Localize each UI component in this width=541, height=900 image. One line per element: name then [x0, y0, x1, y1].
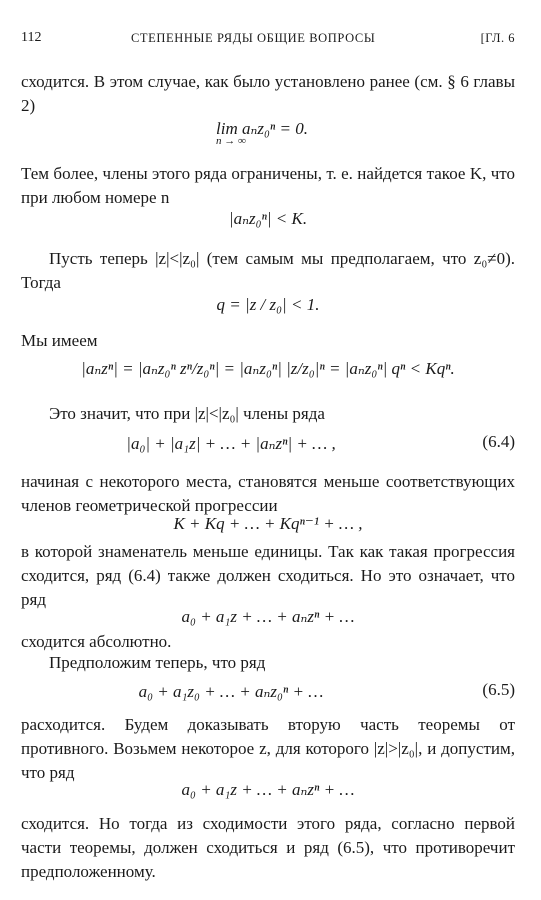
equation-number-6-4: (6.4) [482, 432, 515, 451]
equation-series-z-again: a₀ + a₁z + … + aₙzⁿ + … [181, 780, 355, 799]
page-header [21, 30, 515, 50]
equation-limit-subscript: n → ∞ [216, 135, 246, 147]
page-number: 112 [21, 30, 42, 45]
paragraph-1: сходится. В этом случае, как было установлено ранее (см. § 6 главы 2) [21, 72, 515, 115]
equation-abs-series: |a₀| + |a₁z| + … + |aₙzⁿ| + … , [126, 434, 336, 453]
equation-bound: |aₙz₀ⁿ| < K. [228, 209, 308, 228]
equation-limit [216, 119, 308, 147]
equation-chain: |aₙzⁿ| = |aₙz₀ⁿ zⁿ/z₀ⁿ| = |aₙz₀ⁿ| |z/z₀|ⁿ = |aₙz₀ⁿ| qⁿ < Kqⁿ. [81, 359, 455, 378]
chapter-marker: [ГЛ. 6 [480, 31, 515, 45]
equation-limit-main: lim aₙz₀ⁿ = 0. [216, 119, 308, 138]
equation-series-z: a₀ + a₁z + … + aₙzⁿ + … [181, 607, 355, 626]
paragraph-3: Пусть теперь |z|<|z₀| (тем самым мы предполагаем, что z₀≠0). Тогда [21, 249, 515, 292]
paragraph-4: Мы имеем [21, 331, 98, 350]
paragraph-11: сходится. Но тогда из сходимости этого ряда, согласно первой части теоремы, должен сходиться и ряд (6.5), что противоречит предположенному. [21, 814, 515, 881]
paragraph-7: в которой знаменатель меньше единицы. Так как такая прогрессия сходится, ряд (6.4) также должен сходиться. Но это означает, что ряд [21, 542, 515, 609]
paragraph-2: Тем более, члены этого ряда ограничены, т. е. найдется такое K, что при любом номере n [21, 164, 515, 207]
equation-ratio: q = |z / z₀| < 1. [216, 295, 320, 314]
paragraph-8: сходится абсолютно. [21, 632, 172, 651]
equation-number-6-5: (6.5) [482, 680, 515, 699]
paragraph-10: расходится. Будем доказывать вторую часть теоремы от противного. Возьмем некоторое z, для которого |z|>|z₀|, и допустим, что ряд [21, 715, 515, 782]
equation-series-z0: a₀ + a₁z₀ + … + aₙz₀ⁿ + … [138, 682, 324, 701]
paragraph-9: Предположим теперь, что ряд [49, 653, 266, 672]
paragraph-5: Это значит, что при |z|<|z₀| члены ряда [49, 404, 325, 423]
paragraph-6: начиная с некоторого места, становятся меньше соответствующих членов геометрической прогрессии [21, 472, 515, 515]
equation-geometric: K + Kq + … + Kqⁿ⁻¹ + … , [173, 514, 363, 533]
running-title: СТЕПЕННЫЕ РЯДЫ ОБЩИЕ ВОПРОСЫ [131, 31, 376, 45]
